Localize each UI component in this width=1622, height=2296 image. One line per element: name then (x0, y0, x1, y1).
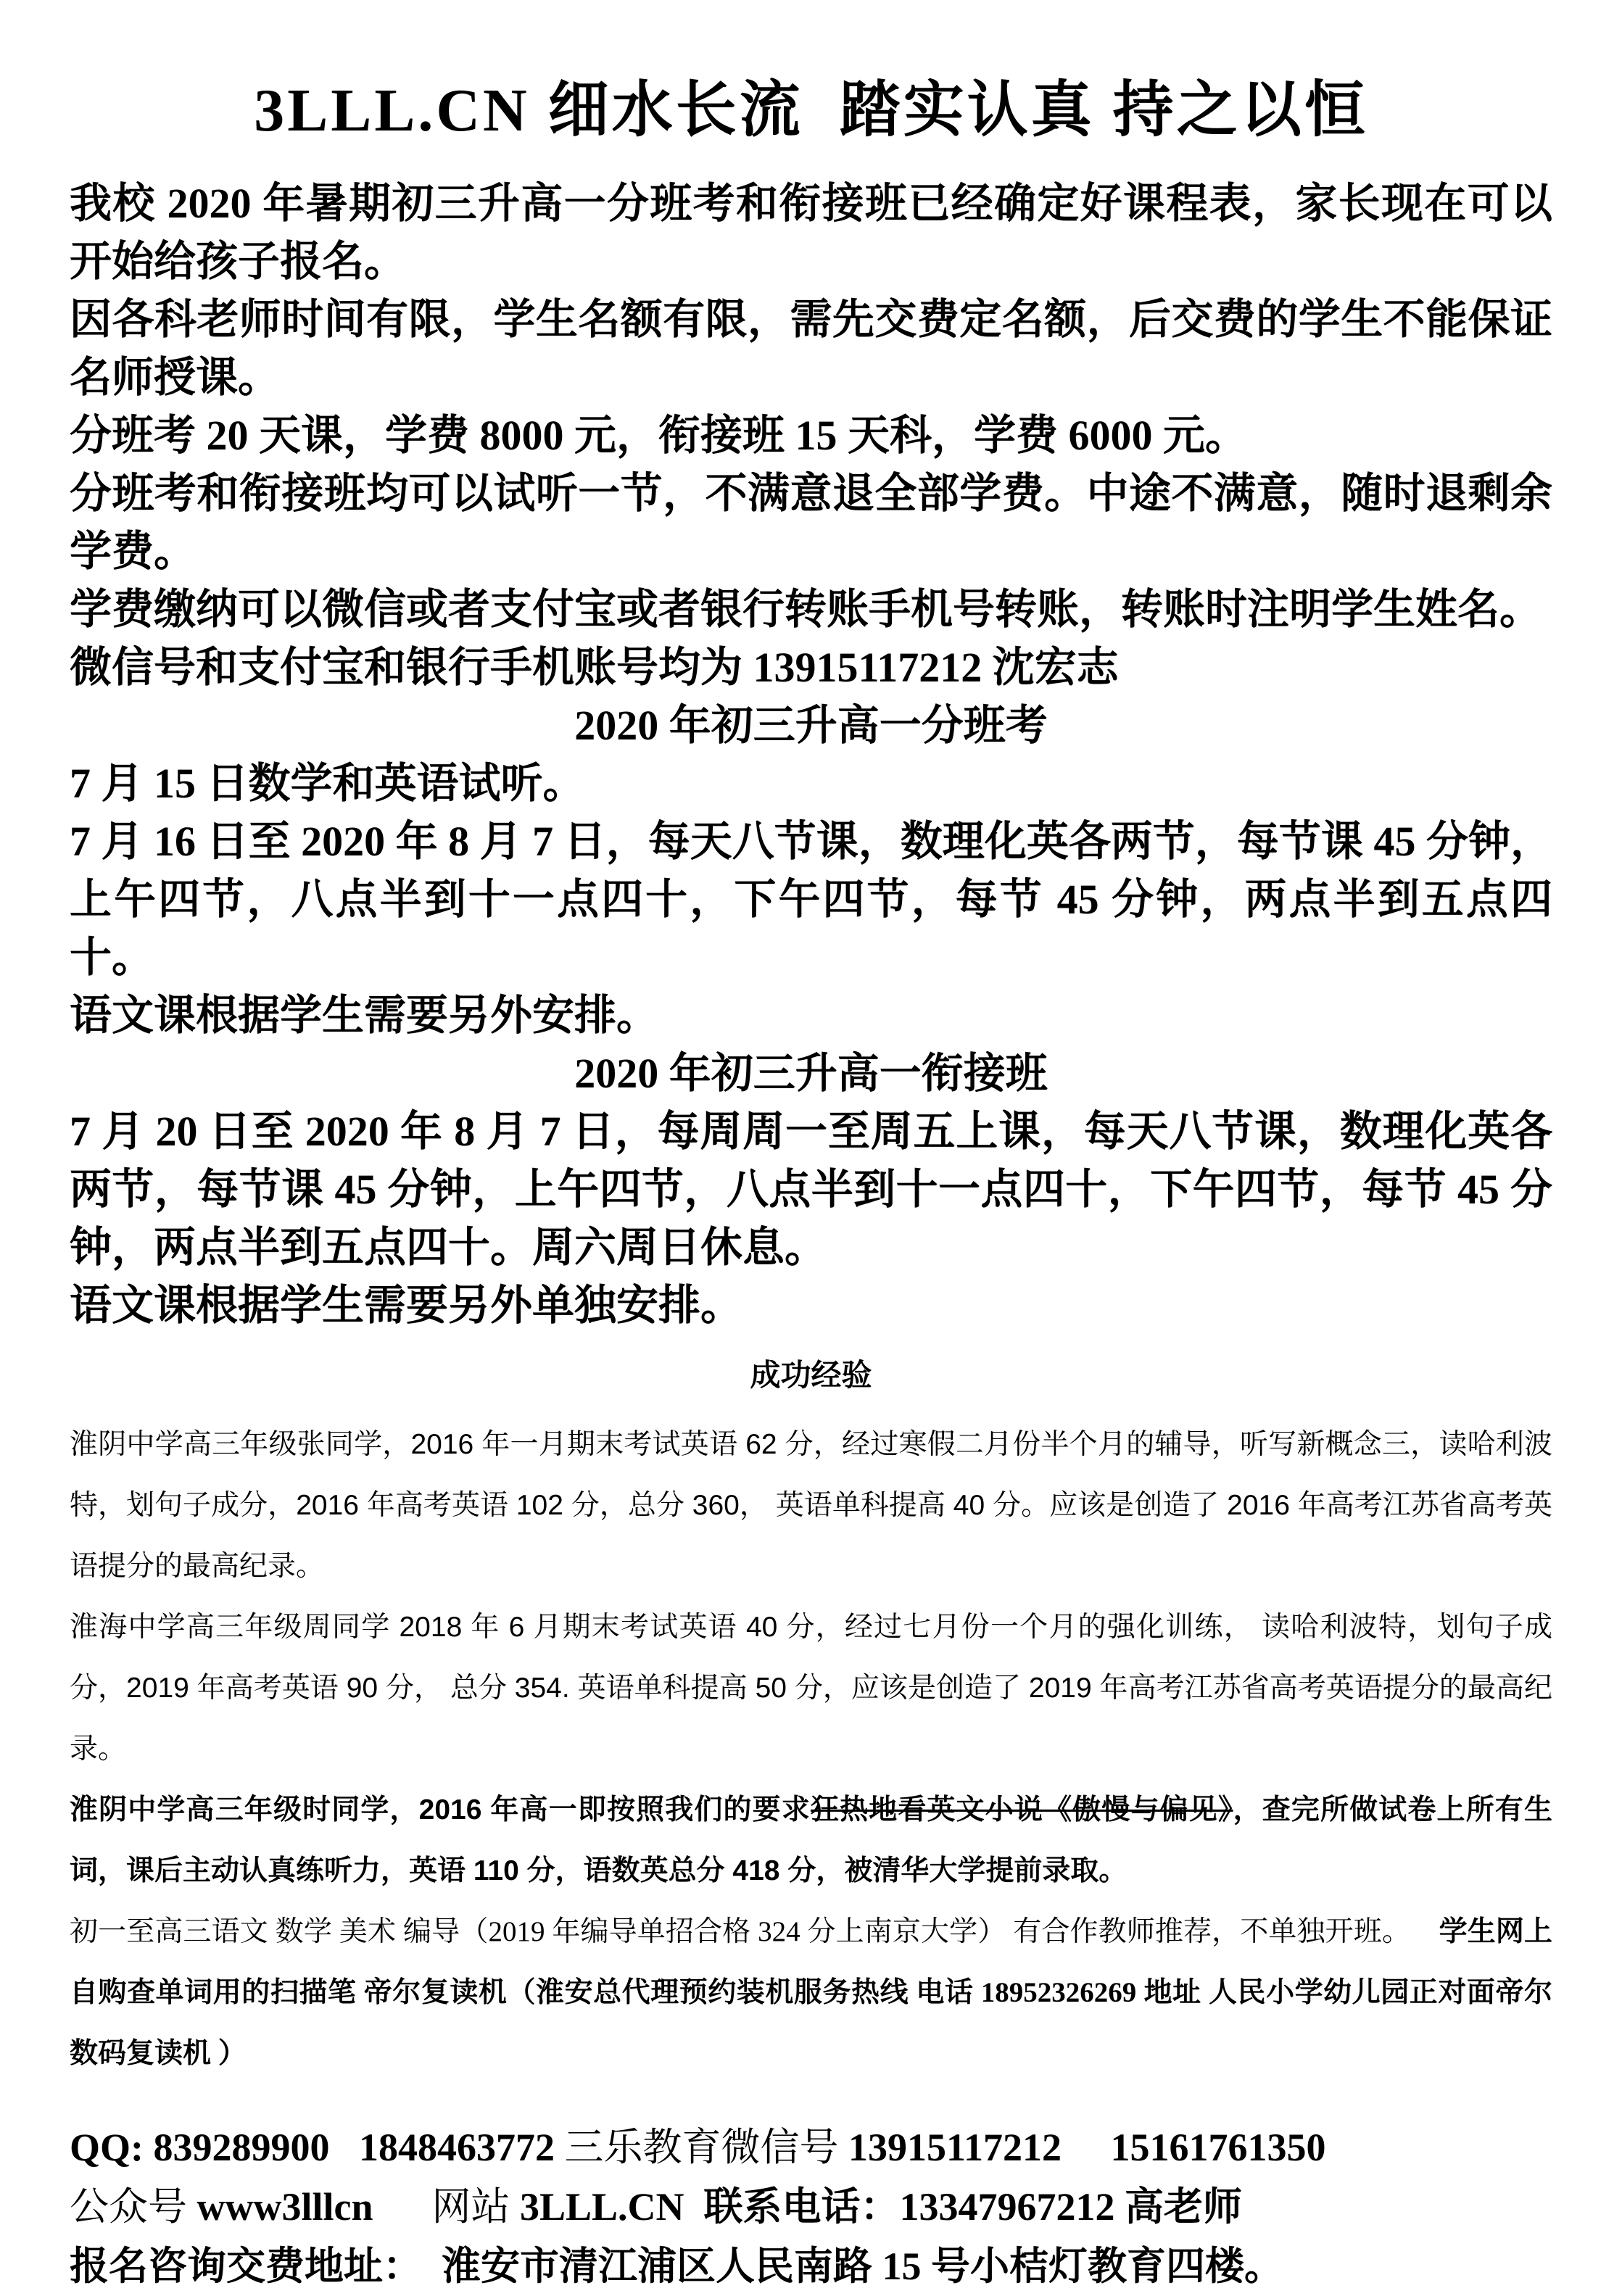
qq-numbers: QQ: 839289900 1848463772 (70, 2126, 565, 2170)
success-story-zhou: 淮海中学高三年级周同学 2018 年 6 月期末考试英语 40 分，经过七月份一个月的强化训练， 读哈利波特，划句子成分，2019 年高考英语 90 分， 总分 354. 英语单科提高 50 分，应该是创造了 2019 年高考江苏省高考英语提分的最高纪录。 (70, 1612, 1552, 1765)
courses-gap (1410, 1916, 1439, 1947)
website-and-phone: 3LLL.CN 联系电话：13347967212 高老师 (520, 2185, 1243, 2229)
fenbankao-paragraph-chinese: 语文课根据学生需要另外安排。 (70, 992, 659, 1040)
intro-paragraph-payment: 学费缴纳可以微信或者支付宝或者银行转账手机号转账，转账时注明学生姓名。 (70, 586, 1542, 634)
gongzhonghao-value: www3lllcn (196, 2185, 373, 2229)
contact-section (70, 2118, 1552, 2296)
success-story-zhang: 淮阴中学高三年级张同学，2016 年一月期末考试英语 62 分，经过寒假二月份半个月的辅导，听写新概念三，读哈利波特，划句子成分，2016 年高考英语 102 分，总分 360， 英语单科提高 40 分。应该是创造了 2016 年高考江苏省高考英语提分的最高纪录。 (70, 1429, 1552, 1583)
gongzhonghao-label: 公众号 (70, 2185, 197, 2229)
fenbankao-section (70, 697, 1552, 1045)
success-story-shi-post: ，查完所做试卷上所有生词，课后主动认真练听力，英语 110 分，语数英总分 418 分，被清华大学提前录取。 (70, 1794, 1552, 1887)
success-heading: 成功经验 (750, 1358, 872, 1393)
wechat-numbers: 13915117212 15161761350 (848, 2126, 1326, 2170)
intro-paragraph-fees: 分班考 20 天课，学费 8000 元，衔接班 15 天科，学费 6000 元。 (70, 412, 1248, 460)
success-story-shi-pre: 淮阴中学高三年级时同学，2016 年高一即按照我们的要求 (70, 1794, 811, 1826)
page-title: 3LLL.CN 细水长流 踏实认真 持之以恒 (254, 77, 1368, 144)
fenbankao-heading: 2020 年初三升高一分班考 (574, 702, 1048, 750)
success-section (70, 1354, 1552, 2084)
contact-line-qq-wechat (70, 2118, 1552, 2177)
xianjieban-paragraph-schedule: 7 月 20 日至 2020 年 8 月 7 日，每周周一至周五上课，每天八节课，数理化英各两节，每节课 45 分钟，上午四节，八点半到十一点四十，下午四节，每节 45 分钟，两点半到五点四十。周六周日休息。 (70, 1108, 1552, 1272)
wechat-label: 三乐教育微信号 (564, 2126, 848, 2170)
scanner-pen-text: 学生网上自购查单词用的扫描笔 帝尔复读机（淮安总代理预约装机服务热线 电话 18952326269 地址 人民小学幼儿园正对面帝尔数码复读机 ） (70, 1916, 1552, 2070)
fenbankao-paragraph-trial: 7 月 15 日数学和英语试听。 (70, 760, 585, 808)
success-story-shi-strikethrough: 狂热地看英文小说《傲慢与偏见》 (810, 1794, 1233, 1826)
intro-paragraph-signup: 我校 2020 年暑期初三升高一分班考和衔接班已经确定好课程表，家长现在可以开始给孩子报名。 (70, 180, 1552, 286)
website-label: 网站 (373, 2185, 520, 2229)
intro-paragraph-quota: 因各科老师时间有限，学生名额有限，需先交费定名额，后交费的学生不能保证名师授课。 (70, 296, 1552, 402)
courses-list-text: 初一至高三语文 数学 美术 编导（2019 年编导单招合格 324 分上南京大学） 有合作教师推荐，不单独开班。 (70, 1916, 1411, 1948)
xianjieban-paragraph-chinese: 语文课根据学生需要另外单独安排。 (70, 1282, 743, 1330)
contact-line-site-phone (70, 2177, 1552, 2237)
intro-section (70, 175, 1552, 697)
intro-paragraph-account: 微信号和支付宝和银行手机账号均为 13915117212 沈宏志 (70, 644, 1119, 692)
xianjieban-heading: 2020 年初三升高一衔接班 (574, 1050, 1048, 1098)
fenbankao-paragraph-schedule: 7 月 16 日至 2020 年 8 月 7 日，每天八节课，数理化英各两节，每节课 45 分钟，上午四节，八点半到十一点四十，下午四节，每节 45 分钟，两点半到五点四十。 (70, 818, 1552, 982)
courses-and-products-paragraph (70, 1902, 1552, 2084)
xianjieban-section (70, 1045, 1552, 1335)
signup-address: 报名咨询交费地址： 淮安市清江浦区人民南路 15 号小桔灯教育四楼。 (70, 2245, 1283, 2289)
intro-paragraph-refund: 分班考和衔接班均可以试听一节，不满意退全部学费。中途不满意，随时退剩余学费。 (70, 470, 1552, 576)
contact-line-address (70, 2237, 1552, 2296)
success-story-shi (70, 1780, 1552, 1902)
